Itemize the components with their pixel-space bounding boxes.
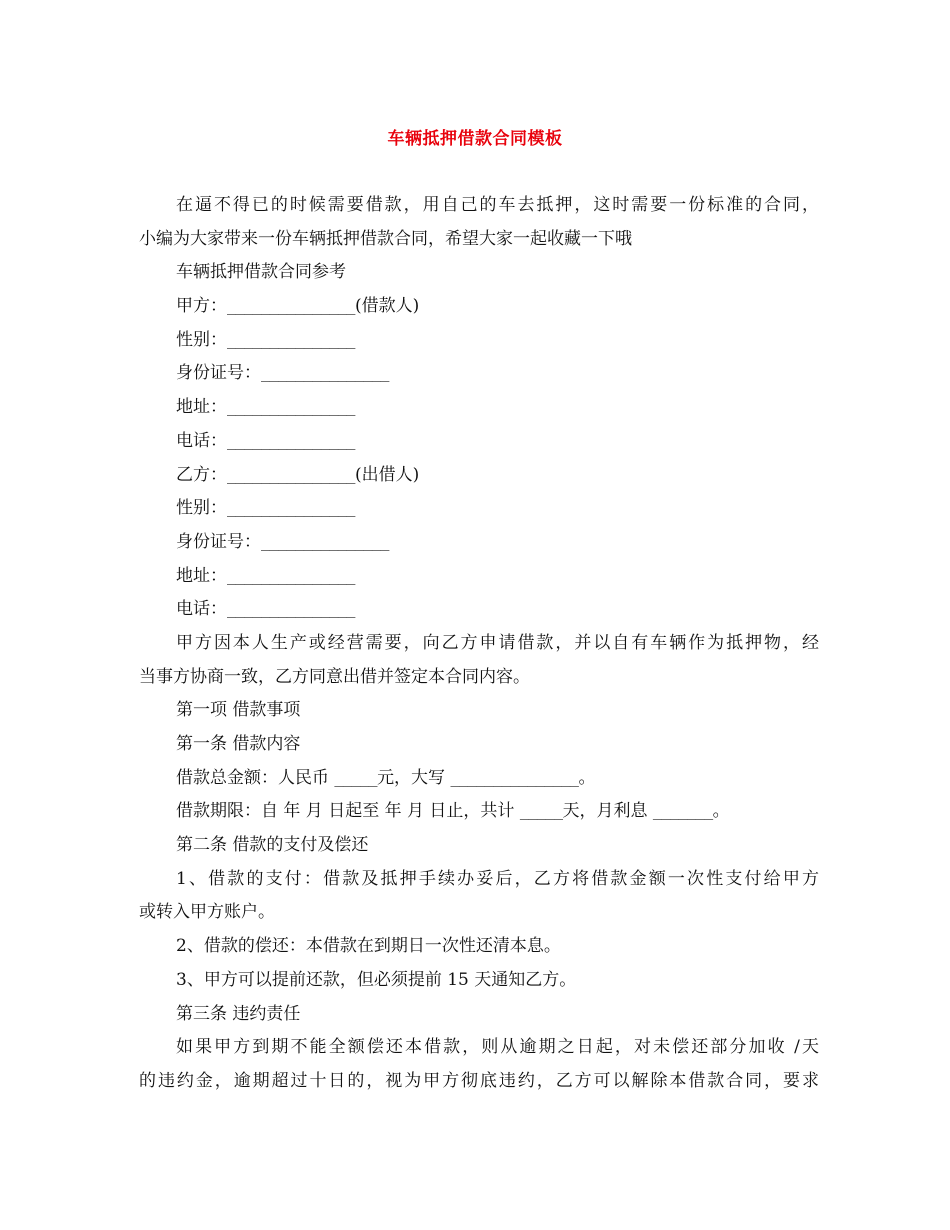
document-title: 车辆抵押借款合同模板 (387, 129, 563, 149)
reference-heading: 车辆抵押借款合同参考 (176, 262, 346, 283)
preamble-line-1: 甲方因本人生产或经营需要，向乙方申请借款，并以自有车辆作为抵押物，经 (176, 632, 819, 653)
party-b-gender-line (139, 492, 819, 526)
loan-total-prefix: 借款总金额：人民币 (176, 767, 335, 788)
loan-total-mid: 元，大写 (377, 767, 451, 788)
loan-term-suffix: 。 (712, 801, 730, 822)
item-1-heading: 第一项 借款事项 (176, 700, 301, 721)
party-a-name-blank: _______________ (227, 297, 355, 316)
party-b-gender-label: 性别： (176, 498, 227, 519)
loan-days-blank: _____ (519, 802, 563, 821)
loan-total-line (139, 762, 819, 796)
party-b-name-line (139, 459, 819, 493)
breach-line-2: 的违约金，逾期超过十日的，视为甲方彻底违约，乙方可以解除本借款合同，要求 (139, 1070, 819, 1091)
party-b-gender-blank: _______________ (227, 499, 355, 518)
preamble-line-2: 当事方协商一致，乙方同意出借并签定本合同内容。 (139, 666, 530, 687)
party-b-address-line (139, 560, 819, 594)
document-body (139, 189, 819, 1099)
loan-term-mid: 天，月利息 (562, 801, 653, 822)
monthly-interest-blank: _______ (652, 802, 713, 821)
party-b-address-label: 地址： (176, 565, 227, 586)
payment-line-1: 1、借款的支付：借款及抵押手续办妥后，乙方将借款金额一次性支付给甲方 (176, 868, 819, 889)
party-b-phone-blank: _______________ (227, 600, 355, 619)
party-b-label: 乙方： (176, 464, 227, 485)
article-1-heading: 第一条 借款内容 (176, 734, 301, 754)
article-3-heading: 第三条 违约责任 (176, 1003, 301, 1024)
party-a-id-blank: _______________ (261, 364, 389, 383)
party-a-gender-label: 性别： (176, 329, 227, 350)
party-a-phone-label: 电话： (176, 430, 227, 451)
party-a-label: 甲方： (176, 296, 227, 317)
party-a-address-label: 地址： (176, 397, 227, 418)
loan-term-prefix: 借款期限：自 年 月 日起至 年 月 日止，共计 (176, 801, 520, 822)
party-b-phone-line (139, 593, 819, 627)
intro-line-1: 在逼不得已的时候需要借款，用自己的车去抵押，这时需要一份标准的合同， (176, 195, 819, 215)
party-b-id-blank: _______________ (261, 532, 389, 551)
party-b-address-blank: _______________ (227, 566, 355, 585)
party-a-gender-blank: _______________ (227, 330, 355, 349)
breach-line-1: 如果甲方到期不能全额偿还本借款，则从逾期之日起，对未偿还部分加收 /天 (176, 1037, 819, 1058)
party-a-id-label: 身份证号： (176, 363, 261, 384)
party-b-role: (出借人) (354, 464, 420, 485)
party-a-gender-line (139, 324, 819, 358)
party-a-role: (借款人) (354, 296, 420, 317)
party-b-id-label: 身份证号： (176, 531, 261, 552)
party-a-address-blank: _______________ (227, 398, 355, 417)
party-a-phone-blank: _______________ (227, 431, 355, 450)
payment-line-2: 或转入甲方账户。 (139, 902, 275, 923)
loan-term-line (139, 795, 819, 829)
loan-total-suffix: 。 (578, 767, 596, 788)
party-b-id-line (139, 526, 819, 560)
party-b-phone-label: 电话： (176, 599, 227, 620)
intro-line-2: 小编为大家带来一份车辆抵押借款合同，希望大家一起收藏一下哦 (139, 228, 632, 249)
party-a-name-line (139, 290, 819, 324)
article-2-heading: 第二条 借款的支付及偿还 (176, 835, 369, 856)
loan-amount-blank: _____ (334, 768, 378, 787)
party-a-id-line (139, 357, 819, 391)
party-a-phone-line (139, 425, 819, 459)
party-a-address-line (139, 391, 819, 425)
loan-amount-words-blank: _______________ (450, 768, 579, 787)
early-repayment-line: 3、甲方可以提前还款，但必须提前 15 天通知乙方。 (176, 969, 577, 990)
party-b-name-blank: _______________ (227, 465, 355, 484)
repayment-line: 2、借款的偿还：本借款在到期日一次性还清本息。 (176, 936, 561, 957)
